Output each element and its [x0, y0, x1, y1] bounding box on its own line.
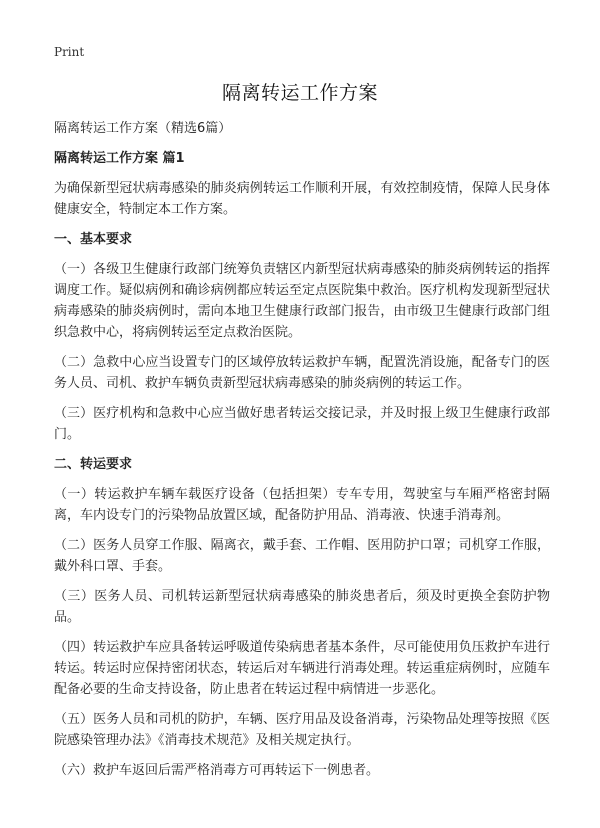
- page-title: 隔离转运工作方案: [221, 82, 378, 104]
- paragraph: （四）转运救护车应具备转运呼吸道传染病患者基本条件，尽可能使用负压救护车进行转运。转运时应保持密闭状态，转运后对车辆进行消毒处理。转运重症病例时，应随车配备必要的生命支持设备，防止患者在转运过程中病情进一步恶化。: [54, 640, 550, 697]
- document-subtitle: 隔离转运工作方案（精选6篇）: [54, 121, 232, 136]
- section-heading-basic-requirements: 一、基本要求: [54, 232, 133, 247]
- paragraph: （二）医务人员穿工作服、隔离衣，戴手套、工作帽、医用防护口罩；司机穿工作服，戴外科口罩、手套。: [54, 538, 550, 574]
- paragraph: （五）医务人员和司机的防护，车辆、医疗用品及设备消毒，污染物品处理等按照《医院感染管理办法》《消毒技术规范》及相关规定执行。: [54, 712, 550, 748]
- print-link[interactable]: Print: [54, 45, 85, 59]
- paragraph: （一）转运救护车辆车载医疗设备（包括担架）专车专用，驾驶室与车厢严格密封隔离，车内设专门的污染物品放置区域，配备防护用品、消毒液、快速手消毒剂。: [54, 487, 550, 523]
- intro-paragraph: 为确保新型冠状病毒感染的肺炎病例转运工作顺利开展，有效控制疫情，保障人民身体健康安全，特制定本工作方案。: [54, 181, 550, 217]
- paragraph: （六）救护车返回后需严格消毒方可再转运下一例患者。: [54, 763, 380, 778]
- paragraph: （二）急救中心应当设置专门的区域停放转运救护车辆，配置洗消设施，配备专门的医务人员、司机、救护车辆负责新型冠状病毒感染的肺炎病例的转运工作。: [54, 355, 550, 391]
- section-heading-transfer-requirements: 二、转运要求: [54, 457, 133, 472]
- article-title: 隔离转运工作方案 篇1: [54, 151, 185, 166]
- paragraph: （三）医务人员、司机转运新型冠状病毒感染的肺炎患者后，须及时更换全套防护物品。: [54, 589, 550, 625]
- paragraph: （三）医疗机构和急救中心应当做好患者转运交接记录，并及时报上级卫生健康行政部门。: [54, 406, 550, 442]
- document-body: [54, 118, 550, 790]
- paragraph: （一）各级卫生健康行政部门统筹负责辖区内新型冠状病毒感染的肺炎病例转运的指挥调度工作。疑似病例和确诊病例都应转运至定点医院集中救治。医疗机构发现新型冠状病毒感染的肺炎病例时，需向本地卫生健康行政部门报告，由市级卫生健康行政部门组织急救中心，将病例转运至定点救治医院。: [54, 262, 550, 340]
